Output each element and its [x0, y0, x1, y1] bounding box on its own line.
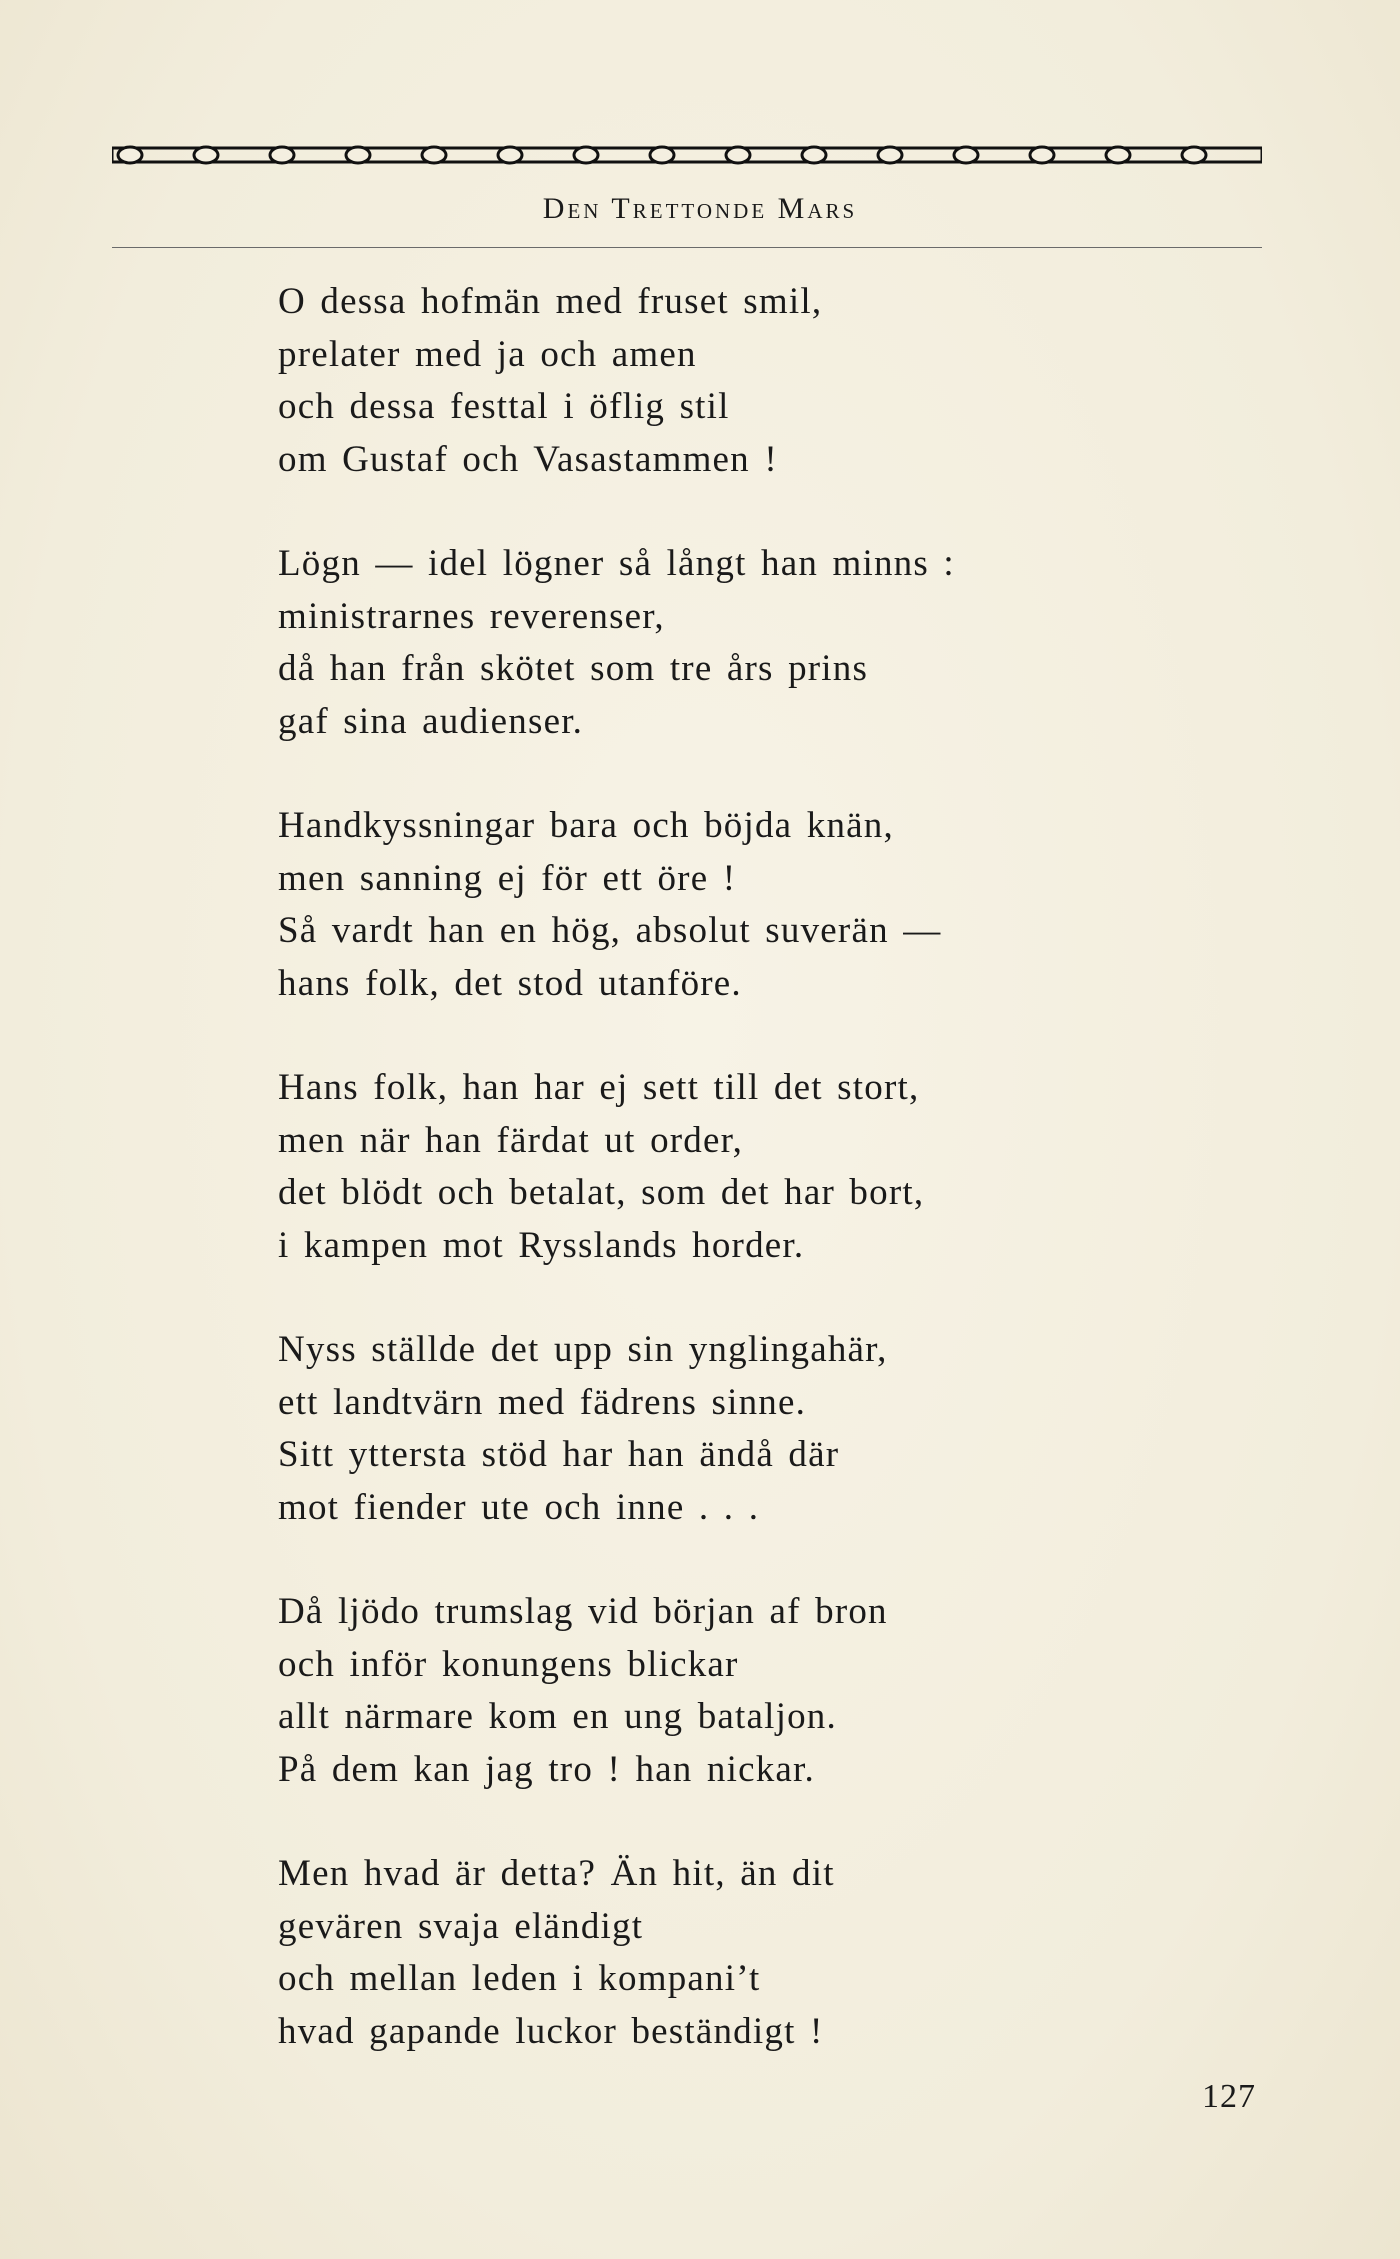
verse-line: men sanning ej för ett öre !: [278, 857, 737, 899]
ornament-link: [574, 147, 598, 163]
verse-line: då han från skötet som tre års prins: [278, 648, 869, 689]
ornament-link: [878, 147, 902, 163]
verse-line: Hans folk, han har ej sett till det stort,: [278, 1067, 920, 1108]
verse-line: gevären svaja eländigt: [278, 1905, 644, 1947]
ornament-link: [802, 147, 826, 163]
verse-line: det blödt och betalat, som det har bort,: [278, 1172, 925, 1213]
ornament-link: [1106, 147, 1130, 163]
stanza-3: [278, 800, 1178, 1010]
ornament-link: [650, 147, 674, 163]
verse-line: och dessa festtal i öflig stil: [278, 386, 730, 427]
verse-line: men när han färdat ut order,: [278, 1119, 744, 1161]
ornament-link: [954, 147, 978, 163]
verse-line: ett landtvärn med fädrens sinne.: [278, 1381, 807, 1423]
stanza-2: [278, 538, 1178, 748]
verse-line: hans folk, det stod utanföre.: [278, 962, 742, 1004]
verse-line: prelater med ja och amen: [278, 333, 697, 375]
verse-line: O dessa hofmän med fruset smil,: [278, 281, 823, 322]
verse-line: På dem kan jag tro ! han nickar.: [278, 1748, 815, 1790]
ornament-link: [194, 147, 218, 163]
ornament-link: [422, 147, 446, 163]
verse-line: Så vardt han en hög, absolut suverän —: [278, 910, 942, 951]
verse-line: Sitt yttersta stöd har han ändå där: [278, 1434, 840, 1475]
verse-line: gaf sina audienser.: [278, 700, 584, 742]
chain-ornament-border: [112, 140, 1262, 170]
verse-line: Lögn — idel lögner så långt han minns :: [278, 543, 955, 584]
stanza-7: [278, 1848, 1178, 2058]
ornament-link: [270, 147, 294, 163]
verse-line: hvad gapande luckor beständigt !: [278, 2010, 824, 2052]
ornament-link: [346, 147, 370, 163]
verse-line: allt närmare kom en ung bataljon.: [278, 1696, 837, 1737]
ornament-link: [726, 147, 750, 163]
ornament-link: [498, 147, 522, 163]
verse-line: i kampen mot Rysslands horder.: [278, 1224, 805, 1266]
stanza-6: [278, 1586, 1178, 1796]
header-rule: [112, 247, 1262, 248]
stanza-4: [278, 1062, 1178, 1272]
verse-line: ministrarnes reverenser,: [278, 595, 665, 637]
verse-line: Nyss ställde det upp sin ynglingahär,: [278, 1329, 888, 1370]
verse-line: och inför konungens blickar: [278, 1643, 739, 1685]
verse-line: om Gustaf och Vasastammen !: [278, 438, 778, 480]
stanza-5: [278, 1324, 1178, 1534]
verse-line: Handkyssningar bara och böjda knän,: [278, 805, 894, 846]
verse-line: Då ljödo trumslag vid början af bron: [278, 1591, 888, 1632]
ornament-link: [118, 147, 142, 163]
running-head: Den Trettonde Mars: [542, 192, 858, 225]
poem-body: [278, 276, 1178, 2110]
ornament-link: [1182, 147, 1206, 163]
verse-line: Men hvad är detta? Än hit, än dit: [278, 1853, 835, 1894]
ornament-link: [1030, 147, 1054, 163]
verse-line: mot fiender ute och inne . . .: [278, 1486, 760, 1528]
stanza-1: [278, 276, 1178, 486]
verse-line: och mellan leden i kompani’t: [278, 1958, 761, 1999]
page-number: 127: [1202, 2078, 1256, 2115]
